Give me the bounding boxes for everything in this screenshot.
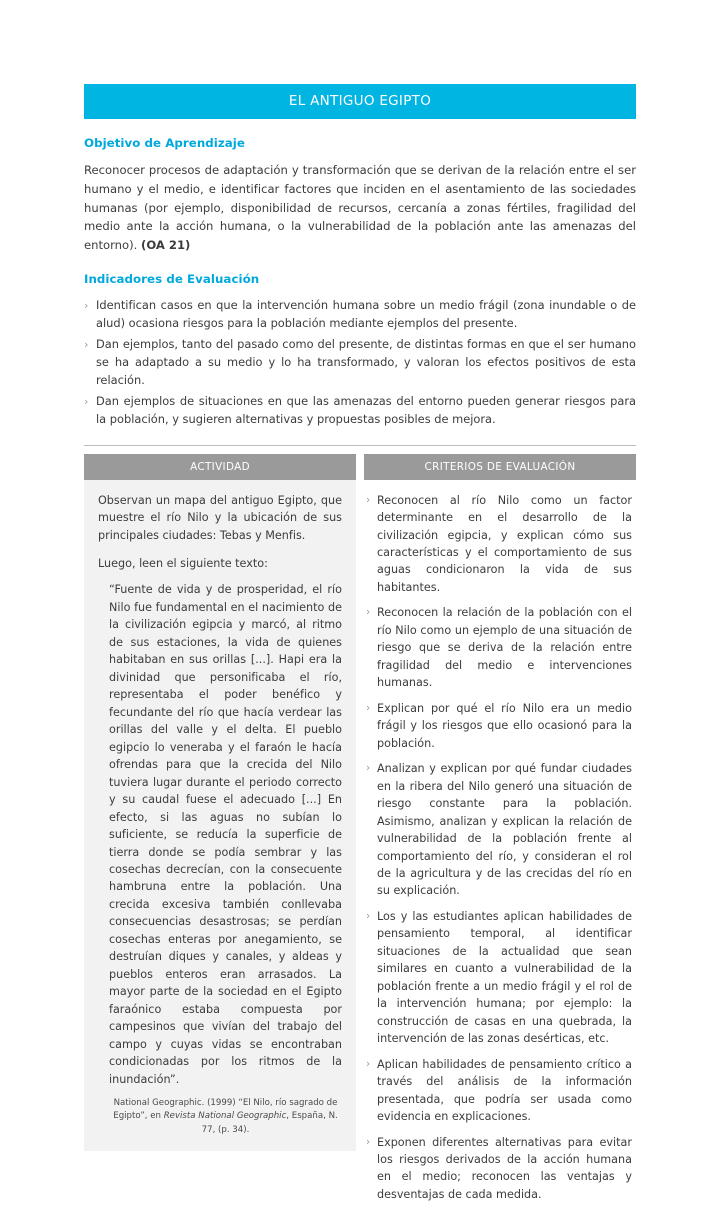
criterios-cell (364, 480, 636, 1217)
chevron-right-icon: › (366, 606, 371, 619)
actividad-column (84, 454, 356, 1217)
list-item (84, 393, 636, 428)
chevron-right-icon: › (84, 338, 89, 352)
objetivo-text: Reconocer procesos de adaptación y transformación que se derivan de la relación entre el ser humano y el medio, e identificar factores que inciden en el asentamiento de las sociedades humanas (por ejemplo, disponibilidad de recursos, cercanía a zonas fértiles, fragilidad del medio ante la acción humana, o la vulnerabilidad de la población ante las amenazas del entorno). (84, 163, 636, 253)
source-part-1: National Geographic. (1999) “El Nilo, río sagrado de Egipto”, en (113, 1098, 338, 1122)
list-item-text: Los y las estudiantes aplican habilidades de pensamiento temporal, al identificar situaciones de la actualidad que sean similares en cuanto a vulnerabilidad de la población frente a un medio frágil y el rol de la intervención humana; por ejemplo: la construcción de casas en una quebrada, la intervención de las zonas desérticas, etc. (377, 909, 632, 1046)
indicadores-list (84, 297, 636, 429)
criterios-column-header: CRITERIOS DE EVALUACIÓN (364, 454, 636, 480)
list-item (366, 604, 632, 691)
list-item (366, 1134, 632, 1204)
list-item (366, 908, 632, 1048)
list-item-text: Aplican habilidades de pensamiento crítico a través del análisis de la información presentada, que podría ser usada como evidencia en explicaciones. (377, 1057, 632, 1124)
actividad-lead: Luego, leen el siguiente texto: (98, 557, 268, 571)
chevron-right-icon: › (366, 909, 371, 922)
actividad-column-header: ACTIVIDAD (84, 454, 356, 480)
list-item (366, 1056, 632, 1126)
source-publication: Revista National Geographic (163, 1111, 287, 1122)
list-item-text: Reconocen al río Nilo como un factor determinante en el desarrollo de la civilización egipcia, y explican cómo sus características y el comportamiento de sus aguas condicionaron la vida de sus habitantes. (377, 493, 632, 594)
list-item-text: Dan ejemplos de situaciones en que las amenazas del entorno pueden generar riesgos para la población, y sugieren alternativas y propuestas posibles de mejora. (96, 394, 636, 426)
list-item (84, 297, 636, 332)
page-content (84, 84, 636, 1217)
section-divider (84, 445, 636, 446)
objetivo-heading: Objetivo de Aprendizaje (84, 136, 245, 150)
list-item-text: Explican por qué el río Nilo era un medio frágil y los riesgos que ello ocasionó para la población. (377, 701, 632, 750)
actividad-source (109, 1097, 342, 1137)
activity-criteria-table (84, 454, 636, 1217)
list-item (366, 700, 632, 752)
objetivo-paragraph (84, 161, 636, 255)
list-item-text: Exponen diferentes alternativas para evitar los riesgos derivados de la acción humana en el medio; reconocen las ventajas y desventajas de cada medida. (377, 1135, 632, 1201)
criterios-column (364, 454, 636, 1217)
list-item-text: Identifican casos en que la intervención humana sobre un medio frágil (zona inundable o de alud) ocasiona riesgos para la población mediante ejemplos del presente. (96, 297, 636, 330)
list-item-text: Dan ejemplos, tanto del pasado como del presente, de distintas formas en que el ser humano se ha adaptado a su medio y lo ha transformado, y valoran los efectos positivos de esta relación. (96, 337, 636, 387)
list-item (366, 760, 632, 900)
list-item-text: Analizan y explican por qué fundar ciudades en la ribera del Nilo generó una situación de riesgo constante para la población. Asimismo, analizan y explican la relación de vulnerabilidad de la población frente al comportamiento del río, y consideran el rol de la agricultura y de las crecidas del río en su explicación. (377, 762, 632, 898)
chevron-right-icon: › (366, 701, 371, 714)
chevron-right-icon: › (366, 762, 371, 775)
indicadores-heading: Indicadores de Evaluación (84, 271, 260, 286)
chevron-right-icon: › (84, 298, 89, 312)
chevron-right-icon: › (366, 493, 371, 506)
list-item (84, 336, 636, 389)
criterios-list (366, 492, 632, 1204)
list-item (366, 492, 632, 597)
source-part-2: , España, N. 77, (p. 34). (201, 1111, 338, 1135)
page-title: EL ANTIGUO EGIPTO (84, 84, 636, 119)
list-item-text: Reconocen la relación de la población con el río Nilo como un ejemplo de una situación de riesgo que se deriva de la relación entre fragilidad del medio e intervenciones humanas. (377, 606, 632, 690)
objetivo-code: (OA 21) (141, 238, 191, 253)
actividad-quote: “Fuente de vida y de prosperidad, el río Nilo fue fundamental en el nacimiento de la civilización egipcia y marcó, al ritmo de sus estaciones, la vida de quienes habitaban en sus orillas [...]. Hapi era la divinidad que personificaba el río, representaba el poder benéfico y fecundante del río que hacía verdear las orillas del valle y el delta. El pueblo egipcio lo veneraba y el faraón le hacía ofrendas para que la crecida del Nilo tuviera lugar durante el periodo correcto y su caudal fuese el adecuado [...] En efecto, si las aguas no subían lo suficiente, se reducía la superficie de tierra donde se podía sembrar y las cosechas decrecían, con la consecuente hambruna entre la población. Una crecida excesiva también conllevaba consecuencias desastrosas; se perdían cosechas enteras por anegamiento, se destruían diques y canales, y aldeas y pueblos enteros eran arrasados. La mayor parte de la sociedad en el Egipto faraónico estaba compuesta por campesinos que vivían del trabajo del campo y cuyas vidas se encontraban condicionadas por los ritmos de la inundación”. (109, 583, 342, 1086)
chevron-right-icon: › (366, 1057, 371, 1070)
actividad-intro: Observan un mapa del antiguo Egipto, que muestre el río Nilo y la ubicación de sus principales ciudades: Tebas y Menfis. (98, 493, 342, 542)
actividad-cell (84, 480, 356, 1151)
chevron-right-icon: › (84, 395, 89, 409)
chevron-right-icon: › (366, 1135, 371, 1148)
